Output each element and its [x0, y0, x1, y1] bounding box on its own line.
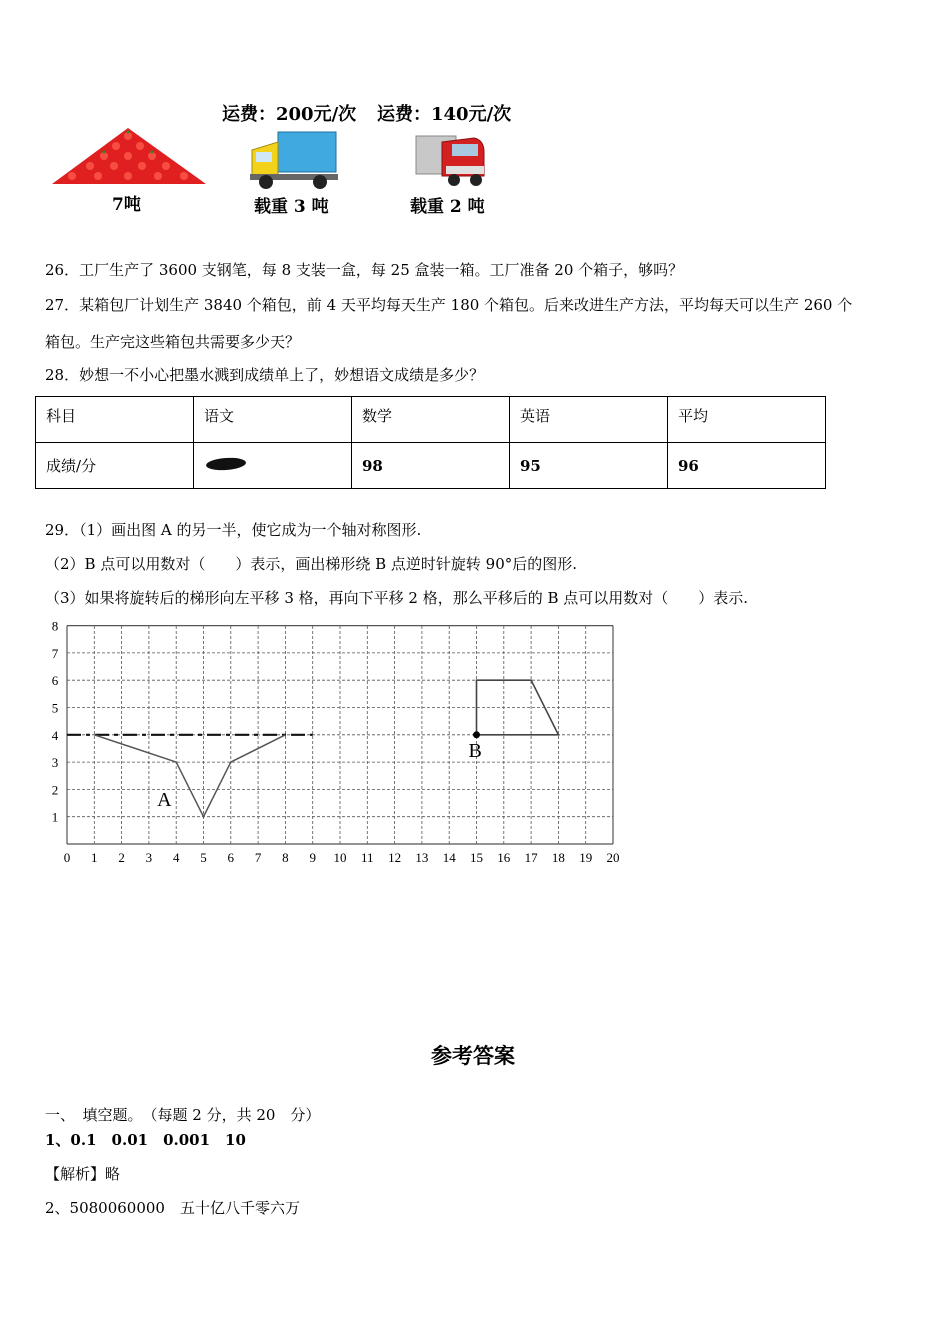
y-tick-label: 4	[51, 727, 59, 743]
header-subject: 科目	[36, 397, 194, 443]
shape-A	[94, 735, 285, 817]
answer-1: 1、0.1 0.01 0.001 10	[45, 1131, 246, 1149]
red-truck-icon	[412, 132, 488, 188]
x-tick-label: 13	[415, 850, 429, 865]
average-score: 96	[668, 443, 826, 489]
chinese-score-cell	[194, 443, 352, 489]
row-label: 成绩/分	[36, 443, 194, 489]
question-26: 26．工厂生产了 3600 支钢笔，每 8 支装一盒，每 25 盒装一箱。工厂准备 20 个箱子，够吗？	[45, 261, 684, 279]
analysis-tag: 【解析】略	[45, 1165, 121, 1183]
y-tick-label: 8	[51, 618, 59, 634]
x-tick-label: 14	[442, 850, 456, 865]
red-truck-label: 载重 2 吨	[410, 197, 485, 217]
header-chinese: 语文	[194, 397, 352, 443]
x-tick-label: 0	[63, 850, 71, 865]
x-tick-label: 4	[172, 850, 180, 865]
tomato-weight-label: 7吨	[112, 195, 141, 215]
x-tick-label: 12	[388, 850, 402, 865]
answers-title: 参考答案	[431, 1043, 515, 1068]
math-score: 98	[352, 443, 510, 489]
question-29-part3: （3）如果将旋转后的梯形向左平移 3 格，再向下平移 2 格，那么平移后的 B 点可以用数对（ ）表示.	[45, 589, 749, 607]
tomato-pile-icon	[48, 124, 210, 190]
question-27-line1: 27．某箱包厂计划生产 3840 个箱包，前 4 天平均每天生产 180 个箱包。后来改进生产方法，平均每天可以生产 260 个	[45, 296, 853, 314]
x-tick-label: 15	[470, 850, 483, 865]
blue-truck-icon	[248, 130, 340, 192]
x-tick-label: 3	[145, 850, 153, 865]
table-row	[36, 443, 826, 489]
english-score: 95	[510, 443, 668, 489]
shape-A-label: A	[157, 788, 172, 811]
table-header-row	[36, 397, 826, 443]
x-tick-label: 2	[118, 850, 125, 865]
question-29-part2: （2）B 点可以用数对（ ）表示，画出梯形绕 B 点逆时针旋转 90°后的图形.	[45, 555, 578, 573]
score-table	[35, 396, 826, 489]
y-tick-label: 3	[51, 755, 59, 771]
x-tick-label: 9	[309, 850, 316, 865]
y-tick-label: 1	[51, 809, 59, 825]
fee-label-2: 运费：140元/次	[377, 104, 512, 125]
x-tick-label: 5	[200, 850, 207, 865]
fee-label-1: 运费：200元/次	[222, 104, 357, 125]
ink-blot-icon	[204, 456, 248, 472]
x-tick-label: 10	[333, 850, 347, 865]
question-28: 28．妙想一不小心把墨水溅到成绩单上了，妙想语文成绩是多少？	[45, 366, 485, 384]
x-tick-label: 16	[497, 850, 511, 865]
blue-truck-label: 载重 3 吨	[254, 197, 329, 217]
y-tick-label: 2	[51, 782, 59, 798]
header-average: 平均	[668, 397, 826, 443]
coordinate-grid	[40, 612, 640, 872]
y-tick-label: 7	[51, 645, 59, 661]
x-tick-label: 11	[361, 850, 374, 865]
question-27-line2: 箱包。生产完这些箱包共需要多少天？	[45, 333, 301, 351]
answers-section-heading: 一、 填空题。 （每题 2 分，共 20 分）	[45, 1106, 321, 1124]
x-tick-label: 17	[524, 850, 538, 865]
question-29-part1: 29．（1）画出图 A 的另一半，使它成为一个轴对称图形.	[45, 521, 422, 539]
x-tick-label: 19	[579, 850, 593, 865]
x-tick-label: 18	[551, 850, 565, 865]
y-tick-label: 5	[51, 700, 59, 716]
x-tick-label: 20	[606, 850, 620, 865]
y-tick-label: 6	[51, 673, 59, 689]
header-math: 数学	[352, 397, 510, 443]
x-tick-label: 1	[91, 850, 98, 865]
header-english: 英语	[510, 397, 668, 443]
x-tick-label: 7	[254, 850, 262, 865]
x-tick-label: 6	[227, 850, 235, 865]
answer-2: 2、5080060000 五十亿八千零六万	[45, 1199, 300, 1217]
x-tick-label: 8	[282, 850, 289, 865]
point-B-label: B	[468, 739, 482, 762]
point-B	[473, 731, 480, 738]
